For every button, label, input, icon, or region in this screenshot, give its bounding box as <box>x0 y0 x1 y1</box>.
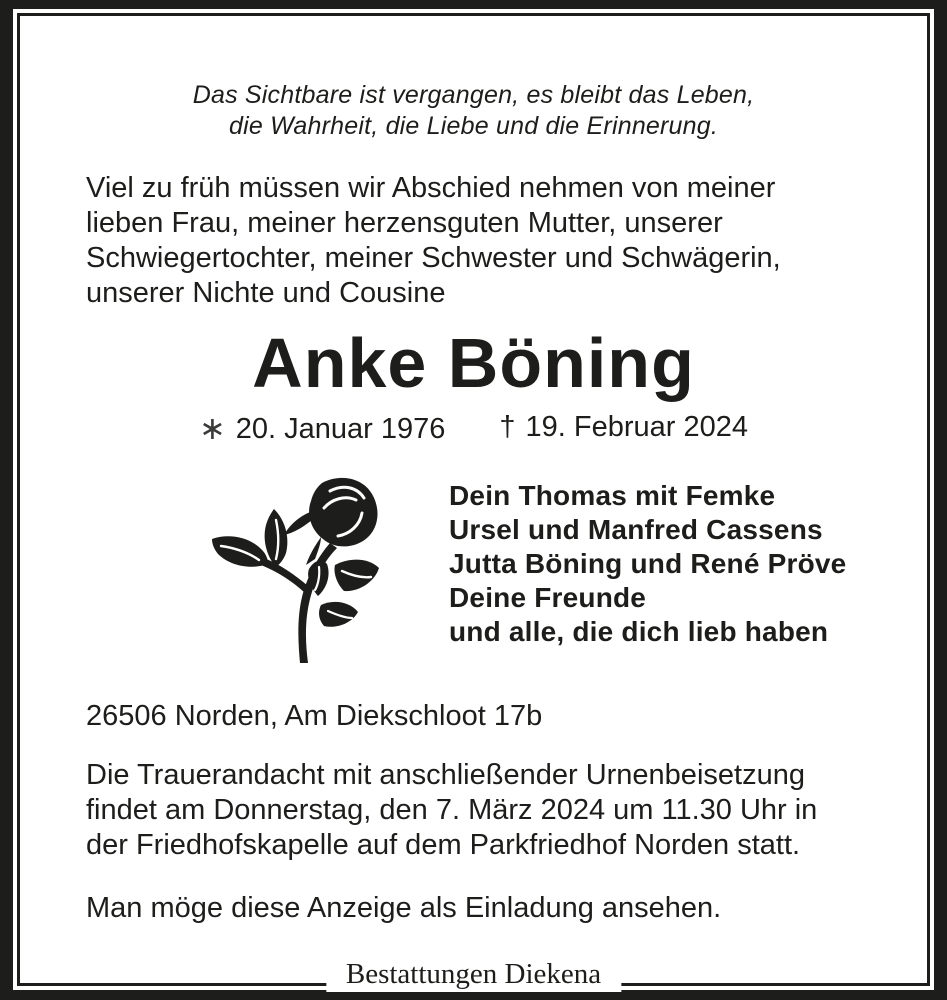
obituary-content <box>23 19 924 980</box>
service-line: findet am Donnerstag, den 7. März 2024 um 11.30 Uhr in <box>86 794 818 826</box>
intro-paragraph <box>23 171 924 311</box>
mourners-list <box>449 479 846 649</box>
inner-border-frame <box>17 13 930 990</box>
intro-line: unserer Nichte und Cousine <box>86 277 446 309</box>
rose-icon <box>191 473 409 665</box>
epigraph-line-1: Das Sichtbare ist vergangen, es bleibt das Leben, <box>192 81 755 109</box>
birth-date-text: 20. Januar 1976 <box>235 413 446 445</box>
death-cross-icon: † <box>499 411 516 443</box>
deceased-name: Anke Böning <box>252 324 695 402</box>
life-dates <box>23 410 924 447</box>
birth-star-icon: ∗ <box>198 410 226 446</box>
mourner-line: und alle, die dich lieb haben <box>449 616 829 647</box>
mourner-line: Jutta Böning und René Pröve <box>449 548 847 579</box>
intro-line: Schwiegertochter, meiner Schwester und Schwägerin, <box>86 242 781 274</box>
epigraph-line-2: die Wahrheit, die Liebe und die Erinnerung. <box>228 112 719 140</box>
epigraph <box>23 80 924 142</box>
mourner-line: Dein Thomas mit Femke <box>449 480 776 511</box>
funeral-home-name: Bestattungen Diekena <box>326 956 621 992</box>
mourner-line: Ursel und Manfred Cassens <box>449 514 823 545</box>
service-line: der Friedhofskapelle auf dem Parkfriedhof Norden statt. <box>86 829 801 861</box>
intro-line: Viel zu früh müssen wir Abschied nehmen von meiner <box>86 172 776 204</box>
intro-line: lieben Frau, meiner herzensguten Mutter, unserer <box>86 207 723 239</box>
address-line: 26506 Norden, Am Diekschloot 17b <box>86 700 543 732</box>
mourner-line: Deine Freunde <box>449 582 647 613</box>
birth-date <box>199 410 445 447</box>
service-line: Die Trauerandacht mit anschließender Urnenbeisetzung <box>86 759 805 791</box>
service-paragraph <box>23 758 924 863</box>
death-date <box>499 410 748 447</box>
death-date-text: 19. Februar 2024 <box>525 411 749 443</box>
invitation-line: Man möge diese Anzeige als Einladung ansehen. <box>86 892 722 924</box>
middle-section <box>23 473 924 665</box>
